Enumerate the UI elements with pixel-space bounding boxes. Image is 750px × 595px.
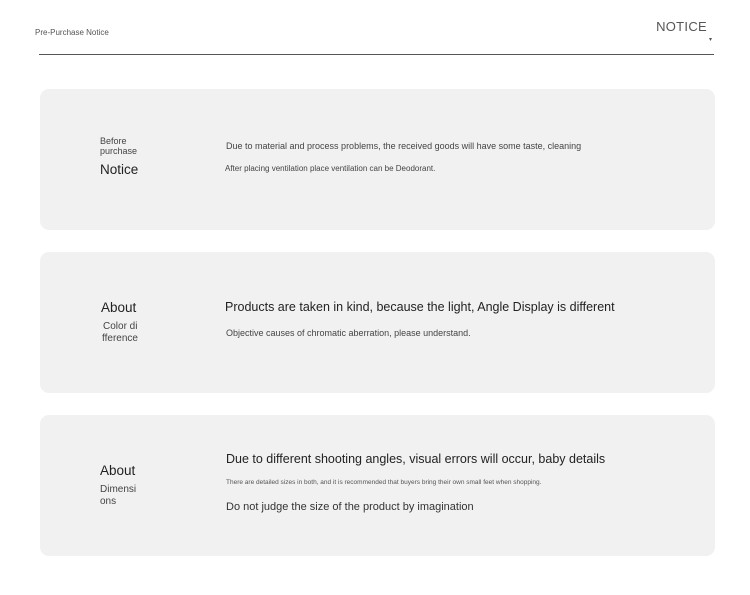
card-text-line: Do not judge the size of the product by imagination [226,501,474,513]
header [0,0,750,60]
notice-card-dimensions [40,415,715,556]
header-divider [39,54,714,55]
card-text-line: Products are taken in kind, because the light, Angle Display is different [225,300,615,314]
card-text-line: Due to material and process problems, the received goods will have some taste, cleaning [226,141,582,151]
header-title: NOTICE [656,19,707,34]
notice-card-color-difference [40,252,715,393]
header-subtitle: Pre-Purchase Notice [35,28,109,37]
card-heading-sub: fference [102,333,138,344]
card-text-line: Objective causes of chromatic aberration, please understand. [226,328,471,338]
card-text-line: Due to different shooting angles, visual errors will occur, baby details [226,452,606,466]
card-heading-top: purchase [100,146,138,156]
card-text-line: After placing ventilation place ventilation can be Deodorant. [225,164,436,173]
card-text-line: There are detailed sizes in both, and it is recommended that buyers bring their own small feet when shopping. [226,479,542,486]
chevron-down-icon: ▾ [708,37,712,43]
card-heading-main: About [100,463,136,478]
card-heading-sub: Dimensi [100,484,137,495]
card-heading-top: Before [100,136,127,146]
card-heading-main: Notice [100,162,139,177]
card-heading-sub: ons [100,496,117,507]
card-heading-main: About [101,300,137,315]
card-heading-sub: Color di [103,321,138,332]
notice-card-before-purchase [40,89,715,230]
